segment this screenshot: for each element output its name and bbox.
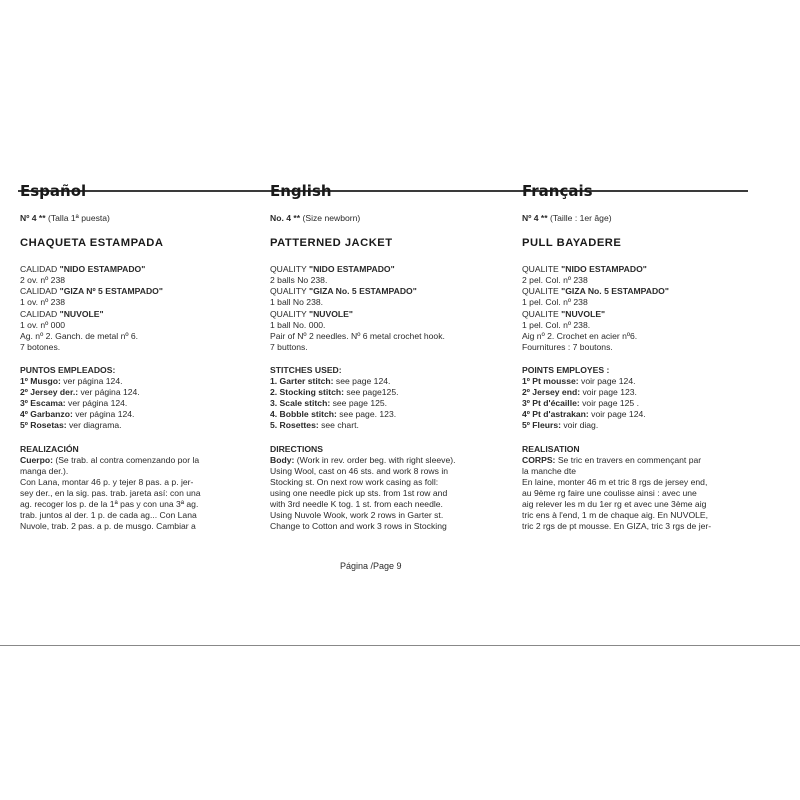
material-label: Fournitures : 7 boutons.	[522, 341, 613, 352]
directions-text: (Se trab. al contra comenzando por la	[52, 454, 200, 465]
stitch-item	[270, 376, 510, 387]
stitch-name: 4º Pt d'astrakan:	[522, 409, 589, 420]
directions-line	[20, 499, 252, 510]
stitch-name: 1º Musgo:	[20, 376, 61, 387]
stitch-item	[20, 376, 252, 387]
directions-text: Using Wool, cast on 46 sts. and work 8 rows in	[270, 465, 449, 476]
pattern-number-value: No. 4 **	[270, 213, 301, 223]
material-quality: "NIDO ESTAMPADO"	[561, 264, 647, 275]
directions-text: Con Lana, montar 46 p. y tejer 8 pas. a p. jer-	[20, 476, 194, 487]
directions-line	[270, 499, 510, 510]
material-line	[522, 320, 762, 331]
stitches-section	[20, 365, 252, 432]
stitch-item	[270, 398, 510, 409]
stitch-name: 2. Stocking stitch:	[270, 387, 345, 398]
material-line	[522, 264, 762, 275]
stitch-name: 4º Garbanzo:	[20, 409, 73, 420]
pattern-number	[522, 213, 762, 224]
directions-text: Using Nuvole Wook, work 2 rows in Garter st.	[270, 510, 444, 521]
directions-text: Se tric en travers en commençant par	[555, 454, 702, 465]
directions-text: sey der., en la sig. pas. trab. jareta así: con una	[20, 487, 201, 498]
stitch-name: 1. Garter stitch:	[270, 376, 334, 387]
directions-text: En laine, monter 46 m et tric 8 rgs de jersey end,	[522, 476, 708, 487]
stitch-item	[522, 420, 762, 431]
material-label: 1 ball No 238.	[270, 297, 324, 308]
material-label: QUALITE	[522, 264, 562, 275]
pattern-title: CHAQUETA ESTAMPADA	[20, 237, 164, 250]
material-label: CALIDAD	[20, 264, 60, 275]
stitches-heading: STITCHES USED:	[270, 364, 342, 375]
materials-list	[270, 264, 510, 353]
pattern-title: PATTERNED JACKET	[270, 237, 393, 250]
stitch-ref: voir page 124.	[588, 409, 646, 420]
stitch-ref: ver página 124.	[60, 376, 123, 387]
material-label: QUALITY	[270, 286, 310, 297]
directions-line	[20, 521, 252, 532]
stitch-name: 5º Fleurs:	[522, 420, 561, 431]
directions-heading: DIRECTIONS	[270, 443, 323, 454]
material-line	[522, 331, 762, 342]
pattern-size: (Size newborn)	[302, 213, 361, 223]
stitches-section	[270, 365, 510, 432]
directions-line	[20, 510, 252, 521]
material-label: 2 ov. nº 238	[20, 275, 66, 286]
material-line	[270, 275, 510, 286]
material-line	[20, 342, 252, 353]
directions-text: manga der.).	[20, 465, 69, 476]
material-quality: "GIZA No. 5 ESTAMPADO"	[309, 286, 417, 297]
material-quality: "NUVOLE"	[59, 308, 104, 319]
material-quality: "GIZA No. 5 ESTAMPADO"	[561, 286, 669, 297]
directions-line	[20, 488, 252, 499]
material-line	[522, 275, 762, 286]
directions-text: using one needle pick up sts. from 1st row and	[270, 487, 448, 498]
directions-line	[270, 488, 510, 499]
material-line	[270, 297, 510, 308]
material-label: QUALITE	[522, 286, 562, 297]
stitch-ref: see chart.	[318, 420, 359, 431]
stitch-item	[522, 387, 762, 398]
material-label: 1 pel. Col. nº 238.	[522, 319, 591, 330]
material-quality: "GIZA Nº 5 ESTAMPADO"	[59, 286, 163, 297]
pattern-title: PULL BAYADERE	[522, 237, 622, 250]
material-line	[270, 309, 510, 320]
stitch-ref: see page125.	[344, 387, 399, 398]
directions-line	[270, 510, 510, 521]
column-english	[270, 183, 510, 532]
material-label: CALIDAD	[20, 286, 60, 297]
stitch-ref: voir page 125 .	[579, 398, 639, 409]
stitch-item	[20, 409, 252, 420]
directions-line	[20, 455, 252, 466]
directions-line	[522, 499, 762, 510]
material-label: 1 ov. nº 238	[20, 297, 66, 308]
stitch-item	[522, 409, 762, 420]
stitches-section	[522, 365, 762, 432]
stitch-ref: see page. 123.	[336, 409, 397, 420]
pattern-number-value: Nº 4 **	[522, 213, 548, 223]
stitch-name: 5. Rosettes:	[270, 420, 319, 431]
stitch-item	[20, 420, 252, 431]
directions-text: tric ens à l'end, 1 m de chaque aig. En NUVOLE,	[522, 510, 709, 521]
material-line	[20, 297, 252, 308]
stitch-item	[270, 409, 510, 420]
directions-section	[270, 444, 510, 533]
page-number: Página /Page 9	[340, 561, 402, 571]
column-spanish	[20, 183, 252, 532]
stitch-item	[270, 420, 510, 431]
material-quality: "NUVOLE"	[561, 308, 606, 319]
materials-list	[522, 264, 762, 353]
material-quality: "NIDO ESTAMPADO"	[309, 264, 395, 275]
pattern-size: (Talla 1ª puesta)	[47, 213, 110, 223]
directions-line	[270, 521, 510, 532]
directions-text: Nuvole, trab. 2 pas. a p. de musgo. Cambiar a	[20, 521, 196, 532]
material-line	[522, 297, 762, 308]
material-label: 2 pel. Col. nº 238	[522, 275, 588, 286]
directions-section	[20, 444, 252, 533]
stitches-heading: PUNTOS EMPLEADOS:	[20, 364, 116, 375]
material-quality: "NIDO ESTAMPADO"	[59, 264, 146, 275]
material-line	[20, 264, 252, 275]
stitch-item	[20, 387, 252, 398]
stitch-item	[522, 398, 762, 409]
material-line	[270, 264, 510, 275]
pattern-size: (Taille : 1er âge)	[549, 213, 612, 223]
stitches-heading: POINTS EMPLOYES :	[522, 364, 610, 375]
language-heading: Français	[522, 182, 593, 200]
stitch-ref: voir diag.	[560, 420, 599, 431]
language-heading: Español	[20, 182, 87, 200]
directions-line	[522, 521, 762, 532]
directions-line	[522, 477, 762, 488]
language-heading: English	[270, 182, 332, 200]
material-line	[20, 286, 252, 297]
page-bottom-edge	[0, 645, 800, 646]
material-label: QUALITY	[270, 308, 310, 319]
stitch-ref: voir page 124.	[578, 376, 636, 387]
material-label: 1 pel. Col. nº 238	[522, 297, 588, 308]
material-line	[522, 286, 762, 297]
directions-text: trab. juntos al der. 1 p. de cada ag... Con Lana	[20, 510, 197, 521]
directions-line	[522, 466, 762, 477]
directions-part-label: Cuerpo:	[20, 454, 53, 465]
stitch-ref: voir page 123.	[580, 387, 637, 398]
material-line	[270, 320, 510, 331]
directions-section	[522, 444, 762, 533]
stitch-name: 2º Jersey der.:	[20, 387, 79, 398]
material-label: 1 ov. nº 000	[20, 319, 66, 330]
directions-line	[522, 488, 762, 499]
directions-text: (Work in rev. order beg. with right sleeve).	[294, 454, 456, 465]
material-line	[20, 320, 252, 331]
directions-text: la manche dte	[522, 465, 576, 476]
stitch-item	[522, 376, 762, 387]
pattern-number	[20, 213, 252, 224]
stitch-name: 5º Rosetas:	[20, 420, 67, 431]
material-label: 1 ball No. 000.	[270, 319, 326, 330]
material-label: CALIDAD	[20, 308, 60, 319]
stitch-name: 1º Pt mousse:	[522, 376, 579, 387]
stitch-ref: ver página 124.	[65, 398, 128, 409]
stitch-name: 3. Scale stitch:	[270, 398, 331, 409]
directions-heading: REALISATION	[522, 443, 580, 454]
directions-line	[522, 455, 762, 466]
stitch-item	[270, 387, 510, 398]
stitch-name: 2º Jersey end:	[522, 387, 581, 398]
material-line	[270, 286, 510, 297]
material-label: QUALITE	[522, 308, 562, 319]
directions-line	[522, 510, 762, 521]
material-line	[20, 331, 252, 342]
material-label: 7 buttons.	[270, 341, 308, 352]
material-line	[20, 309, 252, 320]
directions-line	[270, 466, 510, 477]
stitch-ref: ver diagrama.	[66, 420, 122, 431]
material-line	[522, 342, 762, 353]
directions-line	[20, 477, 252, 488]
material-label: Ag. nº 2. Ganch. de metal nº 6.	[20, 330, 139, 341]
material-label: Pair of Nº 2 needles. Nº 6 metal crochet hook.	[270, 330, 445, 341]
directions-heading: REALIZACIÓN	[20, 443, 79, 454]
material-label: Aig nº 2. Crochet en acier nº6.	[522, 330, 638, 341]
material-label: QUALITY	[270, 264, 310, 275]
stitch-name: 3º Escama:	[20, 398, 66, 409]
stitch-ref: ver página 124.	[78, 387, 140, 398]
stitch-name: 4. Bobble stitch:	[270, 409, 337, 420]
directions-part-label: Body:	[270, 454, 295, 465]
directions-text: ag. recoger los p. de la 1ª pas y con una 3ª ag.	[20, 498, 199, 509]
material-line	[270, 331, 510, 342]
directions-line	[20, 466, 252, 477]
pattern-number-value: Nº 4 **	[20, 213, 46, 223]
material-line	[270, 342, 510, 353]
material-line	[522, 309, 762, 320]
material-label: 2 balls No 238.	[270, 275, 328, 286]
stitch-item	[20, 398, 252, 409]
directions-line	[270, 455, 510, 466]
stitch-name: 3º Pt d'écaille:	[522, 398, 580, 409]
stitch-ref: see page 125.	[330, 398, 388, 409]
material-label: 7 botones.	[20, 341, 61, 352]
stitch-ref: ver página 124.	[72, 409, 135, 420]
directions-line	[270, 477, 510, 488]
column-french	[522, 183, 762, 532]
material-quality: "NUVOLE"	[309, 308, 353, 319]
directions-text: Change to Cotton and work 3 rows in Stocking	[270, 521, 447, 532]
pattern-number	[270, 213, 510, 224]
materials-list	[20, 264, 252, 353]
directions-text: Stocking st. On next row work casing as foll:	[270, 476, 439, 487]
directions-text: aig relever les m du 1er rg et avec une 3ème aig	[522, 498, 707, 509]
stitch-ref: see page 124.	[333, 376, 391, 387]
directions-part-label: CORPS:	[522, 454, 556, 465]
directions-text: tric 2 rgs de pt mousse. En GIZA, tric 3 rgs de jer-	[522, 521, 712, 532]
directions-text: au 9ème rg faire une coulisse ainsi : avec une	[522, 487, 697, 498]
directions-text: with 3rd needle K tog. 1 st. from each needle.	[270, 498, 443, 509]
material-line	[20, 275, 252, 286]
